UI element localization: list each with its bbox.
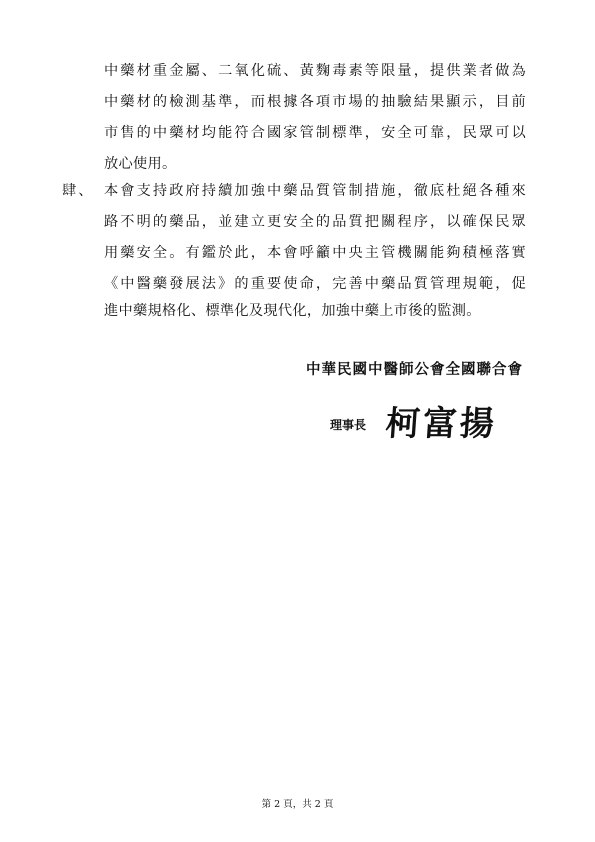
body-line: 放心使用。	[104, 156, 177, 172]
body-line: 進中藥規格化、標準化及現代化，加強中藥上市後的監測。	[104, 303, 481, 319]
body-line: 中藥材重金屬、二氧化硫、黃麴毒素等限量，提供業者做為	[104, 63, 526, 79]
body-line: 本會支持政府持續加強中藥品質管制措施，徹底杜絕各種來	[104, 183, 526, 199]
item-marker: 肆、	[62, 183, 95, 199]
page-number: 第 2 頁，共 2 頁	[261, 799, 334, 810]
signature-stamp: 柯富揚	[384, 404, 499, 444]
chairman-title: 理事長	[330, 418, 367, 432]
body-line: 中藥材的檢測基準，而根據各項市場的抽驗結果顯示，目前	[104, 94, 526, 110]
body-line: 用藥安全。有鑑於此，本會呼籲中央主管機關能夠積極落實	[104, 245, 526, 261]
body-line: 《中醫藥發展法》的重要使命，完善中藥品質管理規範，促	[104, 276, 526, 292]
body-line: 市售的中藥材均能符合國家管制標準，安全可靠，民眾可以	[104, 125, 526, 141]
organization-name: 中華民國中醫師公會全國聯合會	[306, 362, 523, 378]
body-line: 路不明的藥品，並建立更安全的品質把關程序，以確保民眾	[104, 214, 526, 230]
